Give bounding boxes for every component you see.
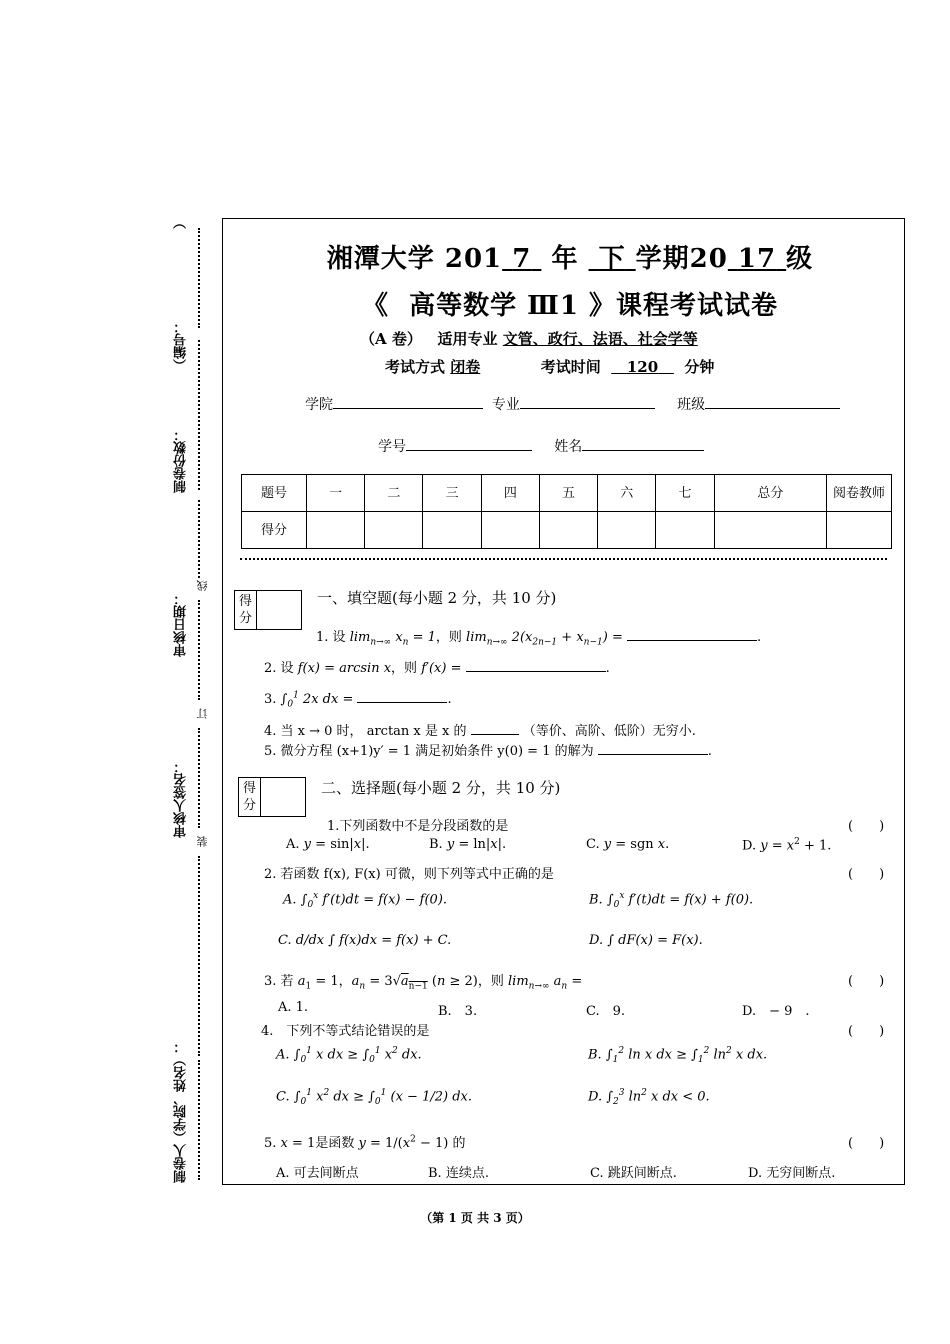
score-table-score-label: 得分 [242,512,307,549]
margin-copies-label: 制卷份数： [174,428,189,493]
margin-maker-label: 制卷人（学院、姓名）： [174,1040,189,1183]
margin-code-label: （编号： [174,320,189,372]
student-info-row2: 学号 姓名 [378,436,704,456]
score-col-total: 总分 [714,475,826,512]
score-col-7: 七 [656,475,714,512]
s2-q5-paren[interactable]: ( ) [848,1136,885,1151]
margin-line5 [198,1060,200,1180]
score-col-5: 五 [539,475,597,512]
margin-line-char: 线 [196,580,209,591]
score-col-3: 三 [423,475,481,512]
s1-q2: 2. 设 f(x) = arcsin x，则 f′(x) = . [264,657,610,676]
margin-ding-char: 订 [196,708,209,719]
margin-zhuang-char: 装 [196,836,209,847]
section2-score-box: 得分 [238,777,306,817]
score-table-header-label: 题号 [242,475,307,512]
s2-q2-paren[interactable]: ( ) [848,867,885,882]
s1-q3: 3. $\int_0^1$ 2x dx = . [264,688,452,710]
s2-q4-paren[interactable]: ( ) [848,1024,885,1039]
margin-copies-line [198,340,200,490]
section1-title: 一、填空题(每小题 2 分，共 10 分) [317,589,557,607]
margin-date-label: 审核日期： [174,592,189,657]
s2-q1-stem: 1.下列函数中不是分段函数的是 [327,819,509,834]
paper-mode-line: 考试方式 闭卷 考试时间 120 分钟 [385,358,715,376]
score-col-teacher: 阅卷教师 [827,475,892,512]
name-field[interactable] [582,436,704,451]
margin-line4 [198,856,200,1056]
paper-version-line: （A 卷） 适用专业 文管、政行、法语、社会学等 [360,330,698,348]
score-col-6: 六 [598,475,656,512]
s1-q3-blank[interactable] [357,688,447,703]
college-field[interactable] [333,394,483,409]
s2-q3-stem: 3. 若 $a_1 = 1$，$a_n = 3√a_{n-1}$ (n ≥ 2)，则 $\lim_{n\to\infty} a_n$ = [264,974,583,992]
exam-title-line2: 《 高等数学 Ⅲ1 》课程考试试卷 [361,291,778,321]
s2-q2-stem: 2. 若函数 f(x), F(x) 可微，则下列等式中正确的是 [264,867,554,882]
section2-title: 二、选择题(每小题 2 分，共 10 分) [321,779,561,797]
s1-q5: 5. 微分方程 (x+1)y′ = 1 满足初始条件 y(0) = 1 的解为 . [264,740,712,759]
margin-code-close: ） [174,216,189,229]
margin-code-line [198,228,200,328]
id-field[interactable] [406,436,532,451]
s1-q5-blank[interactable] [598,740,708,755]
s1-q1-blank[interactable] [627,626,757,641]
s2-q4-stem: 4. 下列不等式结论错误的是 [261,1024,430,1039]
score-col-4: 四 [481,475,539,512]
separator-dotted [240,558,887,560]
s1-q4-blank[interactable] [471,720,519,735]
s2-q3-paren[interactable]: ( ) [848,974,885,989]
s1-q1: 1. 设 $\lim_{n\to\infty} x_n = 1$，则 $\lim_{n\to\infty} 2(x_{2n-1} + x_{n-1})$ = . [316,626,761,648]
margin-line3 [198,728,200,828]
margin-line2 [198,600,200,700]
s2-q1-paren[interactable]: ( ) [848,819,885,834]
s1-q2-blank[interactable] [466,657,606,672]
s1-q4: 4. 当 x → 0 时， arctan x 是 x 的 （等价、高阶、低阶）无穷小. [264,720,696,739]
exam-title-line1: 湘潭大学 201 7 年 下 学期20 17 级 [326,244,814,274]
score-table [241,474,892,549]
score-col-1: 一 [307,475,365,512]
s2-q5-stem: 5. x = 1是函数 $y = 1/(x^2 - 1)$ 的 [264,1134,466,1151]
margin-date-line [198,500,200,578]
major-field[interactable] [520,394,655,409]
class-field[interactable] [705,394,840,409]
paper-major: 文管、政行、法语、社会学等 [502,330,698,348]
section1-score-box: 得分 [234,590,302,630]
score-col-2: 二 [365,475,423,512]
student-info-row1: 学院 专业 班级 [305,394,840,414]
page-footer: （第 1 页 共 3 页） [420,1211,530,1225]
margin-reviewer-label: 审核人签名： [174,760,189,838]
